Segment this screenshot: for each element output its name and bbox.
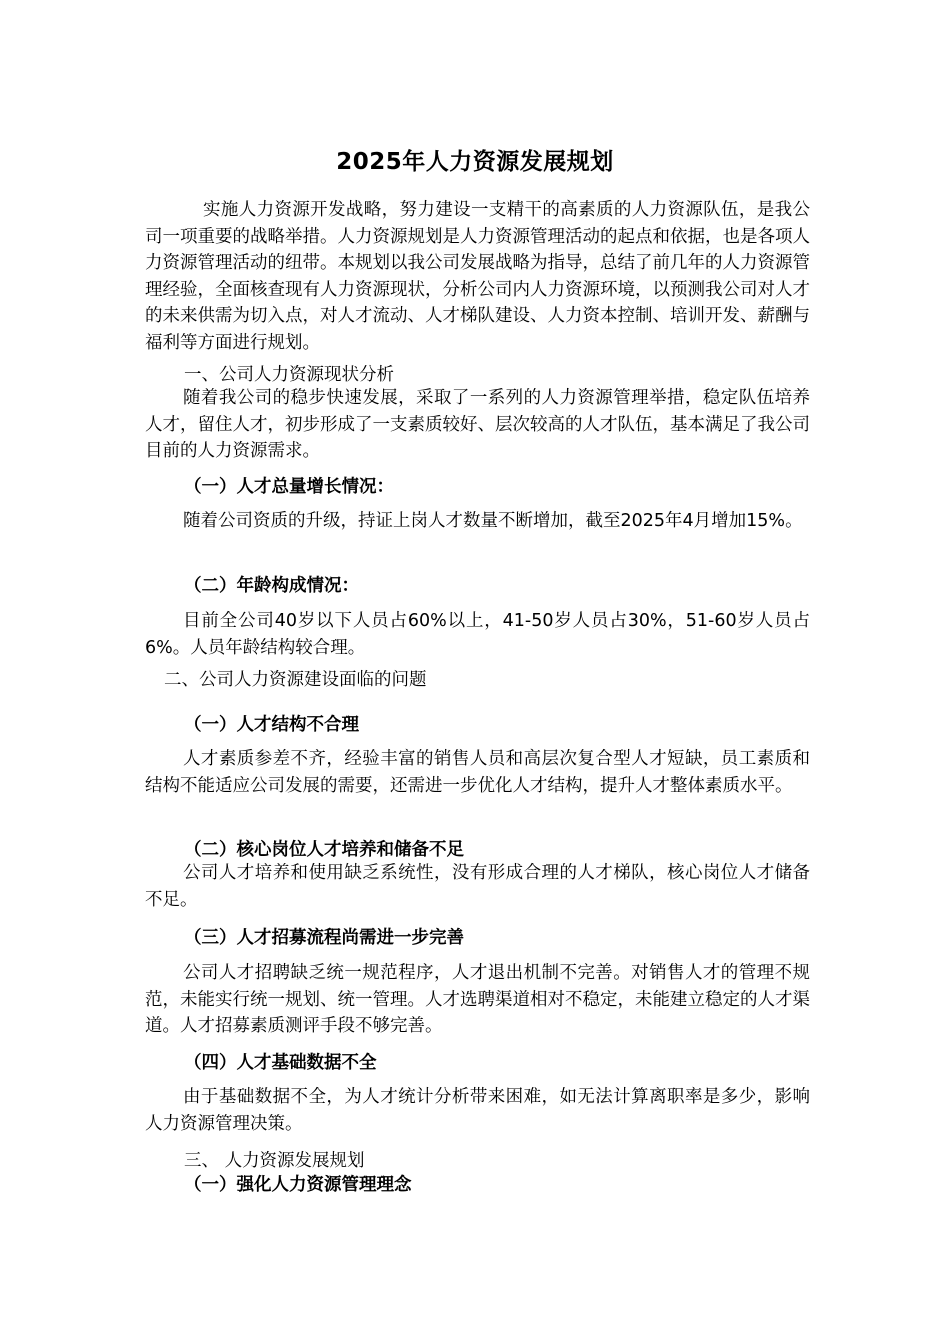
section-2-sub-3-body: 公司人才招聘缺乏统一规范程序，人才退出机制不完善。对销售人才的管理不规范，未能实行统一规划、统一管理。人才选聘渠道相对不稳定，未能建立稳定的人才渠道。人才招募素质测评手段不够完善。 — [145, 963, 810, 1036]
section-2-sub-3-heading: （三）人才招募流程尚需进一步完善 — [184, 928, 464, 948]
page-title: 2025年人力资源发展规划 — [336, 149, 614, 175]
section-1-sub-2-heading: （二）年龄构成情况： — [184, 576, 359, 596]
section-2-sub-1-heading: （一）人才结构不合理 — [184, 715, 359, 735]
section-1-sub-1-heading: （一）人才总量增长情况： — [184, 477, 394, 497]
section-2-heading: 二、公司人力资源建设面临的问题 — [164, 670, 427, 690]
section-3-sub-1-heading: （一）强化人力资源管理理念 — [184, 1175, 412, 1195]
section-2-sub-2-body: 公司人才培养和使用缺乏系统性，没有形成合理的人才梯队，核心岗位人才储备不足。 — [145, 863, 810, 910]
section-2-sub-4-heading: （四）人才基础数据不全 — [184, 1053, 377, 1073]
section-2-sub-4-body: 由于基础数据不全，为人才统计分析带来困难，如无法计算离职率是多少，影响人力资源管理决策。 — [145, 1087, 810, 1134]
section-2-sub-1-body: 人才素质参差不齐，经验丰富的销售人员和高层次复合型人才短缺，员工素质和结构不能适应公司发展的需要，还需进一步优化人才结构，提升人才整体素质水平。 — [145, 749, 810, 796]
intro-paragraph: 实施人力资源开发战略，努力建设一支精干的高素质的人力资源队伍，是我公司一项重要的战略举措。人力资源规划是人力资源管理活动的起点和依据，也是各项人力资源管理活动的纽带。本规划以我公司发展战略为指导，总结了前几年的人力资源管理经验，全面核查现有人力资源现状，分析公司内人力资源环境，以预测我公司对人才的未来供需为切入点，对人才流动、人才梯队建设、人力资本控制、培训开发、薪酬与福利等方面进行规划。 — [145, 200, 810, 353]
section-1-body: 随着我公司的稳步快速发展，采取了一系列的人力资源管理举措，稳定队伍培养人才，留住人才，初步形成了一支素质较好、层次较高的人才队伍，基本满足了我公司目前的人力资源需求。 — [145, 388, 810, 461]
section-1-heading: 一、公司人力资源现状分析 — [184, 365, 394, 385]
section-3-heading: 三、 人力资源发展规划 — [184, 1151, 365, 1171]
section-2-sub-2-heading: （二）核心岗位人才培养和储备不足 — [184, 840, 464, 860]
section-1-sub-2-body: 目前全公司40岁以下人员占60%以上，41-50岁人员占30%，51-60岁人员占6%。人员年龄结构较合理。 — [145, 611, 810, 658]
section-1-sub-1-body: 随着公司资质的升级，持证上岗人才数量不断增加，截至2025年4月增加15%。 — [183, 511, 803, 531]
